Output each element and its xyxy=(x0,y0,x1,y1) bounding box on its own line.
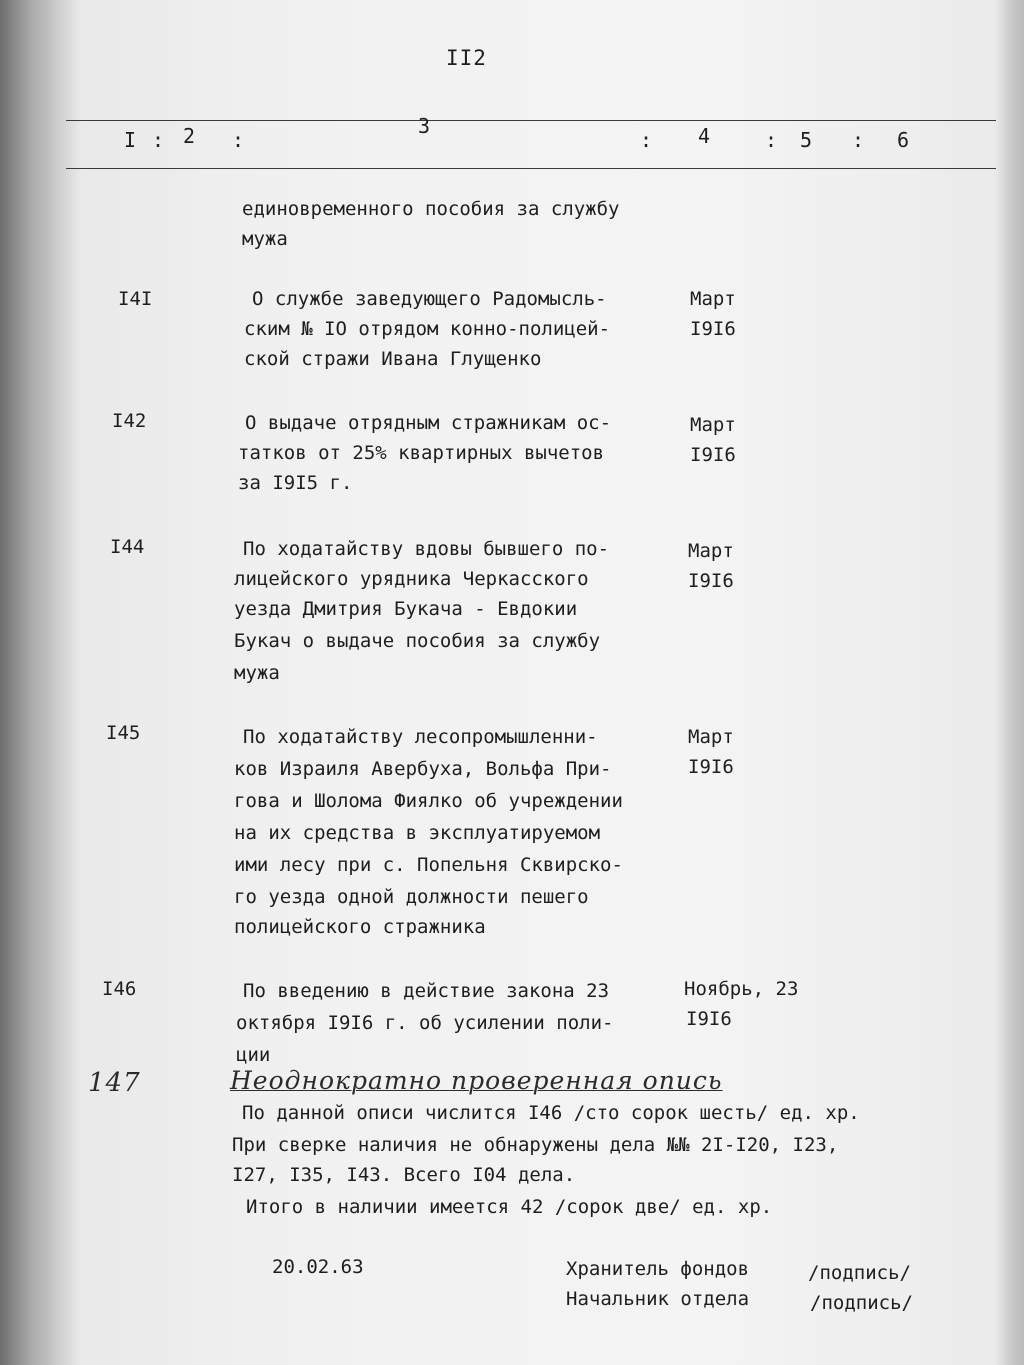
entry-line: О службе заведующего Радомысль- xyxy=(252,288,607,310)
entry-line: татков от 25% квартирных вычетов xyxy=(238,442,605,464)
col-header-5: 5 xyxy=(800,128,813,152)
col-header-sep: : xyxy=(765,128,778,152)
entry-line: ским № IO отрядом конно-полицей- xyxy=(244,318,611,340)
col-header-3: 3 xyxy=(418,114,431,138)
summary-line: При сверке наличия не обнаружены дела №№ 2I-I20, I23, xyxy=(232,1134,839,1156)
entry-line: на их средства в эксплуатируемом xyxy=(234,822,601,844)
entry-line: гова и Шолома Фиялко об учреждении xyxy=(234,790,623,812)
entry-number: I42 xyxy=(112,410,147,432)
entry-line: го уезда одной должности пешего xyxy=(234,886,589,908)
entry-date-month: Март xyxy=(688,540,734,562)
entry-date-year: I9I6 xyxy=(690,444,736,466)
col-header-sep: : xyxy=(152,128,165,152)
entry-line: ими лесу при с. Попельня Сквирско- xyxy=(234,854,623,876)
entry-date-month: Ноябрь, 23 xyxy=(684,978,799,1000)
entry-date-year: I9I6 xyxy=(688,570,734,592)
entry-number: I45 xyxy=(106,722,141,744)
page-edge-shadow xyxy=(994,0,1024,1365)
summary-line: По данной описи числится I46 /сто сорок шесть/ ед. хр. xyxy=(242,1102,860,1124)
entry-line: По ходатайству вдовы бывшего по- xyxy=(243,538,610,560)
entry-line: ков Израиля Авербуха, Вольфа При- xyxy=(234,758,612,780)
binding-fold xyxy=(0,0,80,1365)
entry-date-month: Март xyxy=(688,726,734,748)
entry-line: ции xyxy=(236,1044,271,1066)
entry-number: I44 xyxy=(110,536,145,558)
col-header-1: I xyxy=(124,128,137,152)
col-header-4: 4 xyxy=(698,124,711,148)
entry-number: I46 xyxy=(102,978,137,1000)
entry-date-month: Март xyxy=(690,414,736,436)
entry-line: лицейского урядника Черкасского xyxy=(234,568,589,590)
page-number: II2 xyxy=(446,46,487,70)
signature-mark: /подпись/ xyxy=(808,1262,911,1284)
entry-number: I4I xyxy=(118,288,153,310)
summary-line: I27, I35, I43. Всего I04 дела. xyxy=(232,1164,576,1186)
continuation-line: единовременного пособия за службу xyxy=(242,198,620,220)
entry-line: ской стражи Ивана Глущенко xyxy=(244,348,542,370)
entry-line: полицейского стражника xyxy=(234,916,486,938)
footer-date: 20.02.63 xyxy=(272,1256,364,1278)
entry-line: мужа xyxy=(234,662,280,684)
entry-line: октября I9I6 г. об усилении поли- xyxy=(236,1012,614,1034)
signature-mark: /подпись/ xyxy=(810,1292,913,1314)
col-header-sep: : xyxy=(232,128,245,152)
header-rule-top xyxy=(66,120,996,121)
col-header-sep: : xyxy=(852,128,865,152)
entry-date-year: I9I6 xyxy=(688,756,734,778)
entry-line: По введению в действие закона 23 xyxy=(243,980,610,1002)
entry-date-month: Март xyxy=(690,288,736,310)
handwritten-note: Неоднократно проверенная опись xyxy=(230,1066,723,1095)
entry-date-year: I9I6 xyxy=(686,1008,732,1030)
signature-role: Хранитель фондов xyxy=(566,1258,750,1280)
entry-date-year: I9I6 xyxy=(690,318,736,340)
entry-line: По ходатайству лесопромышленни- xyxy=(243,726,598,748)
continuation-line: мужа xyxy=(242,228,288,250)
summary-line: Итого в наличии имеется 42 /сорок две/ ед. хр. xyxy=(246,1196,773,1218)
signature-role: Начальник отдела xyxy=(566,1288,750,1310)
entry-line: Букач о выдаче пособия за службу xyxy=(234,630,601,652)
entry-line: уезда Дмитрия Букача - Евдокии xyxy=(234,598,578,620)
col-header-6: 6 xyxy=(897,128,910,152)
col-header-sep: : xyxy=(640,128,653,152)
handwritten-entry-number: 147 xyxy=(88,1068,141,1098)
col-header-2: 2 xyxy=(183,124,196,148)
header-rule-bottom xyxy=(66,168,996,169)
entry-line: О выдаче отрядным стражникам ос- xyxy=(245,412,612,434)
entry-line: за I9I5 г. xyxy=(238,472,353,494)
